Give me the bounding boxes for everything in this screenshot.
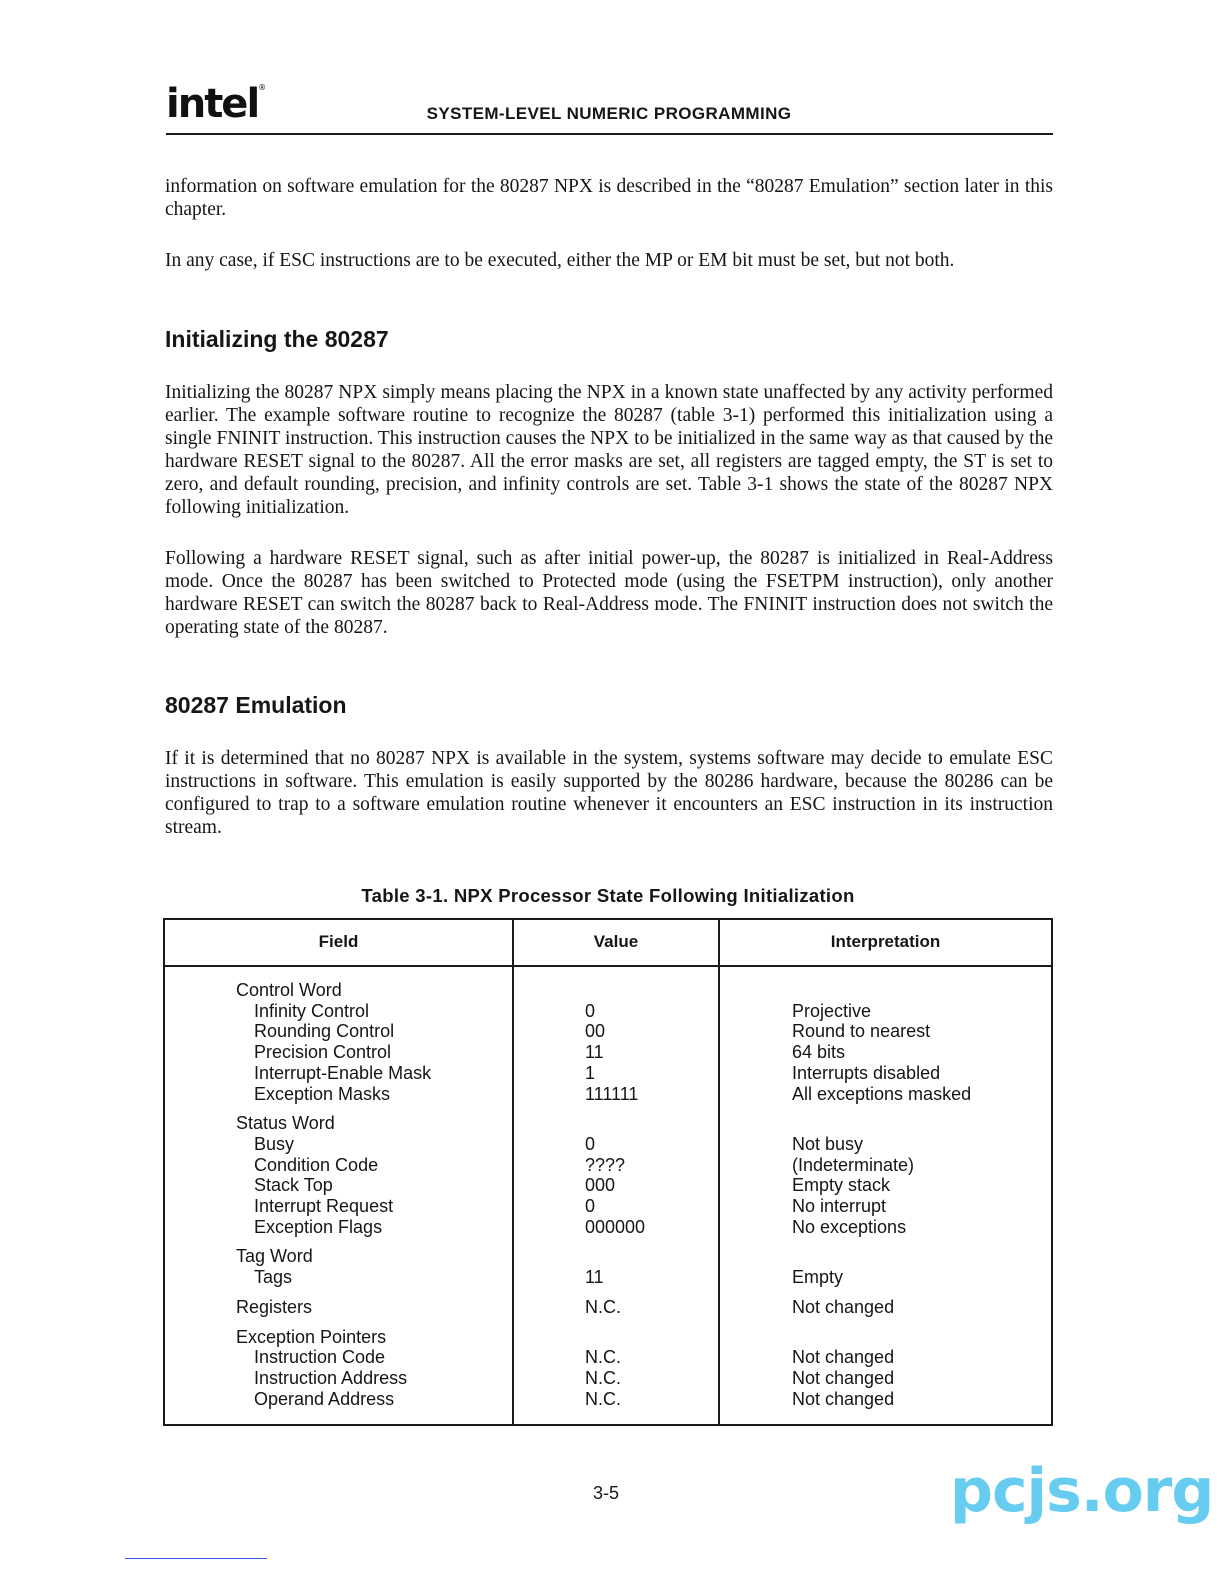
field-cell: Exception Masks	[254, 1083, 391, 1104]
value-cell: ????	[585, 1154, 626, 1175]
npx-state-table	[163, 918, 1053, 1426]
interpretation-cell: No interrupt	[792, 1196, 887, 1217]
interpretation-cell	[720, 1327, 1051, 1348]
interpretation-cell: Not busy	[792, 1133, 864, 1154]
interpretation-cell: Empty	[792, 1267, 844, 1288]
value-cell	[514, 1113, 720, 1134]
column-header-value: Value	[593, 932, 639, 951]
field-cell: Interrupt Request	[254, 1196, 394, 1217]
interpretation-cell: (Indeterminate)	[792, 1154, 915, 1175]
table-row	[165, 980, 1051, 1001]
heading-initializing: Initializing the 80287	[165, 326, 389, 352]
value-cell	[514, 980, 720, 1001]
paragraph-initializing: Initializing the 80287 NPX simply means placing the NPX in a known state unaffected by any activity performed earlier. The example software routine to recognize the 80287 (table 3-1) performed this initialization using a single FNINIT instruction. This instruction causes the NPX to be initialized in the same way as that caused by the hardware RESET signal to the 80287. All the error masks are set, all registers are tagged empty, the ST is set to zero, and default rounding, precision, and infinity controls are set. Table 3-1 shows the state of the 80287 NPX following initialization.	[165, 382, 1053, 518]
field-cell: Interrupt-Enable Mask	[254, 1062, 432, 1083]
paragraph-esc-rule: In any case, if ESC instructions are to be executed, either the MP or EM bit must be set, but not both.	[165, 250, 955, 271]
table-row	[165, 1297, 1051, 1318]
interpretation-cell: Empty stack	[792, 1175, 891, 1196]
interpretation-cell: Interrupts disabled	[792, 1062, 941, 1083]
paragraph-emulation: If it is determined that no 80287 NPX is available in the system, systems software may decide to emulate ESC instructions in software. This emulation is easily supported by the 80286 hardware, because the 80286 can be configured to trap to a software emulation routine whenever it encounters an ESC instruction in its instruction stream.	[165, 748, 1053, 838]
value-cell	[514, 1327, 720, 1348]
table-row	[165, 1389, 1051, 1410]
table-row	[165, 1021, 1051, 1042]
interpretation-cell: Projective	[792, 1000, 872, 1021]
interpretation-cell: Not changed	[792, 1388, 895, 1409]
value-cell: 11	[585, 1042, 604, 1063]
interpretation-cell	[720, 1113, 1051, 1134]
interpretation-cell	[720, 1246, 1051, 1267]
table-row	[165, 1001, 1051, 1022]
value-cell: N.C.	[585, 1347, 621, 1368]
value-cell: 111111	[585, 1083, 639, 1104]
field-cell: Stack Top	[254, 1175, 333, 1196]
page-number: 3-5	[592, 1483, 619, 1503]
paragraph-emulation-reference: information on software emulation for the 80287 NPX is described in the “80287 Emulation” section later in this chapter.	[165, 176, 1053, 220]
header-rule	[166, 133, 1053, 135]
field-cell: Instruction Address	[254, 1367, 408, 1388]
pcjs-watermark: pcjs.org	[950, 1456, 1214, 1526]
table-caption: Table 3-1. NPX Processor State Following Initialization	[361, 885, 855, 906]
value-cell	[514, 1246, 720, 1267]
field-cell: Rounding Control	[254, 1021, 395, 1042]
table-row	[165, 1217, 1051, 1238]
value-cell: N.C.	[585, 1388, 621, 1409]
value-cell: 00	[585, 1021, 606, 1042]
table-row	[165, 1084, 1051, 1105]
field-cell: Tags	[254, 1267, 293, 1288]
table-row	[165, 1246, 1051, 1267]
table-row	[165, 1175, 1051, 1196]
column-header-interpretation: Interpretation	[830, 932, 941, 951]
header-divider	[165, 965, 1051, 967]
table-row	[165, 1196, 1051, 1217]
running-head: SYSTEM-LEVEL NUMERIC PROGRAMMING	[426, 104, 792, 123]
bottom-underline	[125, 1558, 267, 1559]
table-row	[165, 1327, 1051, 1348]
heading-emulation: 80287 Emulation	[165, 692, 347, 718]
interpretation-cell: Not changed	[792, 1347, 895, 1368]
field-cell: Condition Code	[254, 1154, 379, 1175]
field-cell: Precision Control	[254, 1042, 392, 1063]
value-cell: 000000	[585, 1216, 646, 1237]
value-cell: 11	[585, 1267, 604, 1288]
field-cell: Exception Pointers	[236, 1326, 387, 1347]
table-row	[165, 1155, 1051, 1176]
field-cell: Status Word	[236, 1113, 335, 1134]
field-cell: Control Word	[236, 980, 342, 1000]
interpretation-cell: Not changed	[792, 1367, 895, 1388]
field-cell: Operand Address	[254, 1388, 395, 1409]
field-cell: Registers	[236, 1296, 313, 1317]
interpretation-cell: Round to nearest	[792, 1021, 931, 1042]
value-cell: 0	[585, 1133, 596, 1154]
table-row	[165, 1113, 1051, 1134]
interpretation-cell: 64 bits	[792, 1042, 846, 1063]
table-row	[165, 1368, 1051, 1389]
field-cell: Infinity Control	[254, 1000, 370, 1021]
interpretation-cell: Not changed	[792, 1296, 895, 1317]
paragraph-reset: Following a hardware RESET signal, such as after initial power-up, the 80287 is initialized in Real-Address mode. Once the 80287 has been switched to Protected mode (using the FSETPM instruction), only another hardware RESET can switch the 80287 back to Real-Address mode. The FNINIT instruction does not switch the operating state of the 80287.	[165, 548, 1053, 638]
interpretation-cell	[720, 980, 1051, 1001]
value-cell: 1	[585, 1062, 596, 1083]
value-cell: N.C.	[585, 1296, 621, 1317]
value-cell: 000	[585, 1175, 616, 1196]
value-cell: 0	[585, 1000, 596, 1021]
value-cell: N.C.	[585, 1367, 621, 1388]
column-header-field: Field	[318, 932, 359, 951]
table-row	[165, 1063, 1051, 1084]
interpretation-cell: No exceptions	[792, 1216, 907, 1237]
table-body	[165, 980, 1051, 1409]
table-row	[165, 1347, 1051, 1368]
value-cell: 0	[585, 1196, 596, 1217]
field-cell: Tag Word	[236, 1246, 313, 1267]
field-cell: Instruction Code	[254, 1347, 386, 1368]
table-row	[165, 1042, 1051, 1063]
field-cell: Busy	[254, 1133, 295, 1154]
intel-logo: intel®	[166, 81, 265, 127]
table-row	[165, 1134, 1051, 1155]
field-cell: Exception Flags	[254, 1216, 383, 1237]
table-row	[165, 1267, 1051, 1288]
interpretation-cell: All exceptions masked	[792, 1083, 972, 1104]
